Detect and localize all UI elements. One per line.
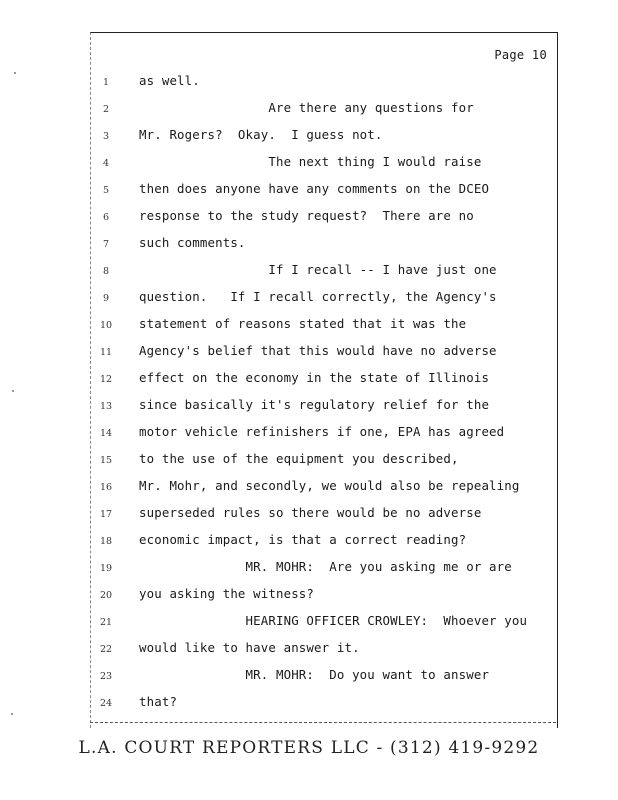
transcript-line bbox=[91, 694, 557, 721]
line-number: 5 bbox=[102, 185, 110, 196]
transcript-line bbox=[91, 73, 557, 100]
line-text: response to the study request? There are no bbox=[139, 208, 474, 223]
line-text: effect on the economy in the state of Illinois bbox=[139, 370, 490, 385]
line-number: 6 bbox=[102, 212, 110, 223]
line-text: statement of reasons stated that it was the bbox=[139, 316, 467, 331]
transcript-line bbox=[91, 559, 557, 586]
transcript-line bbox=[91, 451, 557, 478]
line-text: motor vehicle refinishers if one, EPA has agreed bbox=[139, 424, 505, 439]
line-text: Mr. Mohr, and secondly, we would also be repealing bbox=[139, 478, 520, 493]
transcript-line bbox=[91, 505, 557, 532]
transcript-line bbox=[91, 397, 557, 424]
transcript-page bbox=[90, 32, 558, 728]
line-text: such comments. bbox=[139, 235, 246, 250]
line-text: superseded rules so there would be no adverse bbox=[139, 505, 482, 520]
transcript-line bbox=[91, 613, 557, 640]
line-text: would like to have answer it. bbox=[139, 640, 360, 655]
court-reporter-footer: L.A. COURT REPORTERS LLC - (312) 419-9292 bbox=[78, 738, 540, 758]
transcript-line bbox=[91, 667, 557, 694]
line-number: 24 bbox=[99, 698, 113, 709]
line-number: 1 bbox=[102, 77, 110, 88]
line-number: 14 bbox=[99, 428, 113, 439]
line-number: 16 bbox=[99, 482, 113, 493]
line-text: economic impact, is that a correct reading? bbox=[139, 532, 467, 547]
line-number: 13 bbox=[99, 401, 113, 412]
bottom-rule bbox=[90, 722, 556, 723]
transcript-line bbox=[91, 181, 557, 208]
line-number: 21 bbox=[99, 617, 113, 628]
line-text: then does anyone have any comments on the DCEO bbox=[139, 181, 490, 196]
line-text: as well. bbox=[139, 73, 200, 88]
transcript-line bbox=[91, 208, 557, 235]
line-number: 2 bbox=[102, 104, 110, 115]
transcript-line bbox=[91, 586, 557, 613]
line-text: you asking the witness? bbox=[139, 586, 315, 601]
line-text: that? bbox=[139, 694, 178, 709]
line-text: MR. MOHR: Do you want to answer bbox=[139, 667, 490, 682]
transcript-line bbox=[91, 262, 557, 289]
transcript-line bbox=[91, 640, 557, 667]
transcript-line bbox=[91, 532, 557, 559]
line-number: 12 bbox=[99, 374, 113, 385]
line-number: 22 bbox=[99, 644, 113, 655]
line-number: 19 bbox=[99, 563, 113, 574]
line-number: 15 bbox=[99, 455, 113, 466]
line-number: 10 bbox=[99, 320, 113, 331]
page-number: Page 10 bbox=[494, 48, 547, 62]
scan-speck bbox=[12, 390, 14, 392]
scan-speck bbox=[11, 713, 13, 715]
transcript-line bbox=[91, 289, 557, 316]
line-text: since basically it's regulatory relief for the bbox=[139, 397, 490, 412]
line-number: 4 bbox=[102, 158, 110, 169]
transcript-line bbox=[91, 343, 557, 370]
line-text: question. If I recall correctly, the Agency's bbox=[139, 289, 497, 304]
transcript-line bbox=[91, 424, 557, 451]
line-number: 18 bbox=[99, 536, 113, 547]
line-text: Are there any questions for bbox=[139, 100, 474, 115]
line-text: Agency's belief that this would have no adverse bbox=[139, 343, 497, 358]
line-text: MR. MOHR: Are you asking me or are bbox=[139, 559, 512, 574]
transcript-line bbox=[91, 100, 557, 127]
line-text: The next thing I would raise bbox=[139, 154, 482, 169]
line-text: HEARING OFFICER CROWLEY: Whoever you bbox=[139, 613, 528, 628]
transcript-line bbox=[91, 127, 557, 154]
line-text: Mr. Rogers? Okay. I guess not. bbox=[139, 127, 383, 142]
line-number: 3 bbox=[102, 131, 110, 142]
line-text: to the use of the equipment you described, bbox=[139, 451, 459, 466]
line-number: 8 bbox=[102, 266, 110, 277]
scan-speck bbox=[14, 72, 16, 74]
line-number: 20 bbox=[99, 590, 113, 601]
transcript-line bbox=[91, 316, 557, 343]
transcript-line bbox=[91, 154, 557, 181]
line-text: If I recall -- I have just one bbox=[139, 262, 497, 277]
line-number: 7 bbox=[102, 239, 110, 250]
line-number: 9 bbox=[102, 293, 110, 304]
transcript-line bbox=[91, 235, 557, 262]
transcript-line bbox=[91, 478, 557, 505]
line-number: 11 bbox=[99, 347, 113, 358]
line-number: 17 bbox=[99, 509, 113, 520]
line-number: 23 bbox=[99, 671, 113, 682]
transcript-line bbox=[91, 370, 557, 397]
